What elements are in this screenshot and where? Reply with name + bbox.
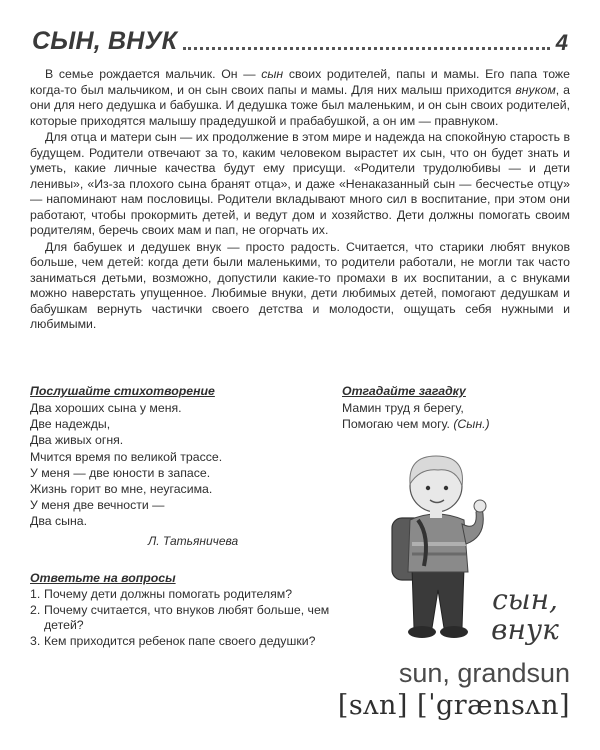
vocab-transcription: [sʌn] [ˈgrænsʌn] bbox=[337, 690, 570, 721]
poem-section bbox=[30, 384, 310, 548]
questions-heading: Ответьте на вопросы bbox=[30, 571, 176, 585]
page-title: СЫН, ВНУК bbox=[32, 27, 178, 55]
poem-line: Мчится время по великой трассе. bbox=[30, 449, 223, 464]
pants-shape bbox=[412, 568, 464, 628]
emphasis-son: сын bbox=[261, 67, 284, 81]
poem-line: Жизнь горит во мне, неугасима. bbox=[30, 482, 213, 497]
page-header bbox=[32, 26, 568, 56]
question-item: 3. Кем приходится ребенок папе своего дедушки? bbox=[30, 633, 316, 648]
question-item: 2. Почему считается, что внуков любят больше, чем детей? bbox=[30, 602, 330, 632]
right-arm bbox=[462, 508, 483, 544]
vocab-english: sun, grandsun bbox=[398, 658, 570, 688]
questions-section bbox=[30, 571, 360, 649]
paragraph: Для бабушек и дедушек внук — просто радость. Считается, что старики любят внуков больше, чем детей: когда дети были маленькими, то родители работали, не могли так часто заниматься детьми, возможно, допустили какие-то промахи в их воспитании, а с внуками можно наверстать упущенное. Любимые внуки, дети любимых детей, помогают дедушкам и бабушкам вернуть частички своего детства и молодости, ощущать себя нужными и любимыми. bbox=[30, 239, 570, 331]
question-item: 1. Почему дети должны помогать родителям? bbox=[30, 587, 293, 601]
questions-list bbox=[30, 587, 360, 649]
poem-line: Два сына. bbox=[30, 514, 88, 529]
riddle-line: Помогаю чем могу. (Сын.) bbox=[342, 417, 490, 432]
riddle-section bbox=[342, 384, 572, 432]
left-shoe bbox=[408, 626, 436, 638]
right-hand bbox=[474, 500, 486, 512]
poem-line: Два хороших сына у меня. bbox=[30, 401, 182, 415]
right-shoe bbox=[440, 626, 468, 638]
paragraph: Для отца и матери сын — их продолжение в этом мире и надежда на спокойную старость в будущем. Родители отвечают за то, каким человеком вырастет их сын, что он будет знать и уметь, какие личные качества будут ему присущи. «Родители трудолюбивы — и дети ленивы», «Из-за плохого сына бранят отца», и даже «Ненаказанный сын — бесчестье отцу» — напоминают нам пословицы. Родители вкладывают много сил в воспитание, при этом они работают, чтобы прокормить детей, и ведут дом и хозяйство. Дети должны помогать своим родителям, беречь своих мам и пап, не огорчать их. bbox=[30, 130, 570, 237]
header-dot-leader bbox=[183, 47, 550, 50]
poem-line: У меня — две юности в запасе. bbox=[30, 465, 211, 480]
poem-author: Л. Татьяничева bbox=[148, 533, 239, 548]
page-number: 4 bbox=[555, 30, 568, 55]
poem-line: У меня две вечности — bbox=[30, 498, 165, 513]
vocab-russian-script: сын, внук bbox=[491, 583, 559, 646]
poem-line: Два живых огня. bbox=[30, 433, 124, 448]
riddle-answer: (Сын.) bbox=[453, 417, 490, 432]
riddle-heading: Отгадайте загадку bbox=[342, 384, 466, 398]
paragraph: В семье рождается мальчик. Он — сын своих родителей, папы и мамы. Его папа тоже когда-то был мальчиком, и он сын своих папы и мамы. Для них малыш приходится внуком, а они для него дедушка и бабушка. И дедушка тоже был маленьким, и он сын своих родителей, которые приходятся малышу прадедушкой и прабабушкой, а он им — правнуком. bbox=[30, 67, 570, 128]
article-body bbox=[30, 67, 570, 333]
riddle-line: Мамин труд я берегу, bbox=[342, 401, 464, 415]
poem-heading: Послушайте стихотворение bbox=[30, 384, 215, 398]
poem-line: Две надежды, bbox=[30, 417, 111, 432]
emphasis-grandson: внуком bbox=[515, 82, 556, 97]
